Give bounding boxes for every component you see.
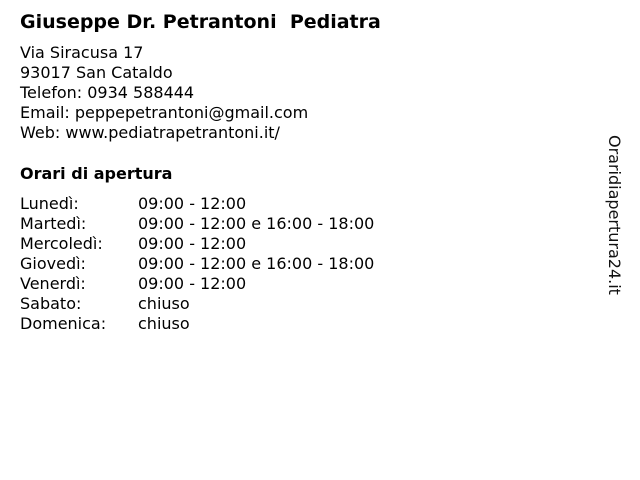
email-address: Email: peppepetrantoni@gmail.com xyxy=(20,103,309,122)
brand-watermark: Oraridiapertura24.it xyxy=(605,135,624,295)
hours-value: 09:00 - 12:00 e 16:00 - 18:00 xyxy=(138,254,375,273)
day-label: Martedì: xyxy=(20,214,87,233)
address-street: Via Siracusa 17 xyxy=(20,43,144,62)
hours-value: chiuso xyxy=(138,294,190,313)
day-label: Lunedì: xyxy=(20,194,79,213)
day-label: Domenica: xyxy=(20,314,107,333)
day-label: Sabato: xyxy=(20,294,82,313)
hours-value: chiuso xyxy=(138,314,190,333)
page-title: Giuseppe Dr. Petrantoni Pediatra xyxy=(20,11,381,33)
day-label: Venerdì: xyxy=(20,274,86,293)
phone-number: Telefon: 0934 588444 xyxy=(20,83,195,102)
website-url: Web: www.pediatrapetrantoni.it/ xyxy=(20,123,280,142)
hours-value: 09:00 - 12:00 xyxy=(138,194,247,213)
hours-value: 09:00 - 12:00 xyxy=(138,274,247,293)
address-city: 93017 San Cataldo xyxy=(20,63,173,82)
hours-value: 09:00 - 12:00 e 16:00 - 18:00 xyxy=(138,214,375,233)
day-label: Mercoledì: xyxy=(20,234,103,253)
contact-info xyxy=(20,43,308,143)
day-label: Giovedì: xyxy=(20,254,86,273)
opening-hours-heading: Orari di apertura xyxy=(20,164,173,183)
hours-value: 09:00 - 12:00 xyxy=(138,234,247,253)
